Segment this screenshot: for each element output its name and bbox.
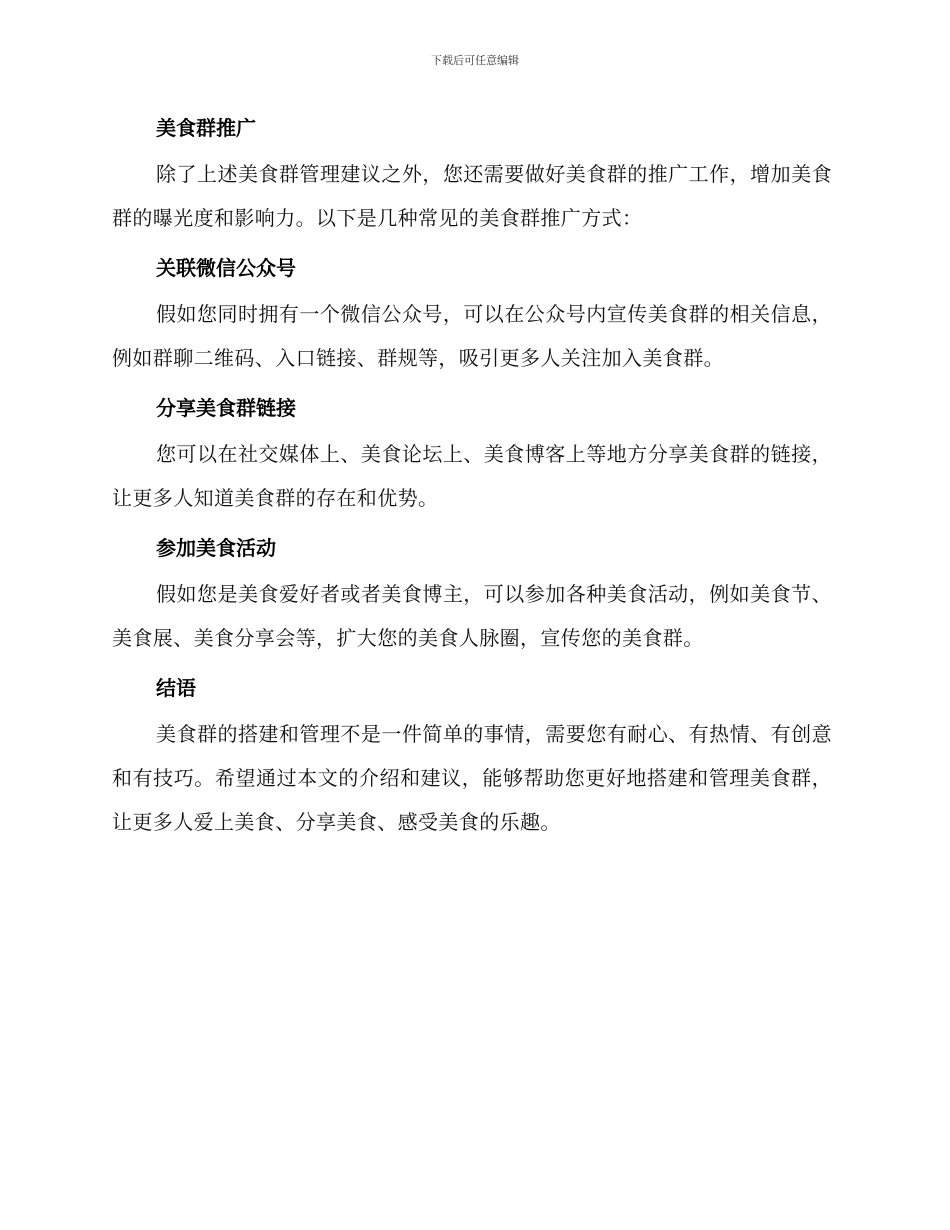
section-paragraph: 美食群的搭建和管理不是一件简单的事情，需要您有耐心、有热情、有创意和有技巧。希望通过本文的介绍和建议，能够帮助您更好地搭建和管理美食群，让更多人爱上美食、分享美食、感受美食的乐趣。 [112, 722, 832, 834]
document-body [112, 108, 832, 852]
section-paragraph: 您可以在社交媒体上、美食论坛上、美食博客上等地方分享美食群的链接，让更多人知道美食群的存在和优势。 [112, 442, 832, 510]
page-header: 下载后可任意编辑 [431, 54, 519, 67]
section-heading: 分享美食群链接 [156, 396, 296, 420]
section-paragraph: 除了上述美食群管理建议之外，您还需要做好美食群的推广工作，增加美食群的曝光度和影响力。以下是几种常见的美食群推广方式： [112, 162, 832, 230]
section-heading: 结语 [156, 676, 196, 700]
section-food-events [112, 528, 832, 660]
section-paragraph: 假如您同时拥有一个微信公众号，可以在公众号内宣传美食群的相关信息，例如群聊二维码、入口链接、群规等，吸引更多人关注加入美食群。 [112, 302, 832, 370]
section-conclusion [112, 668, 832, 844]
section-heading: 参加美食活动 [156, 536, 276, 560]
section-wechat-account [112, 248, 832, 380]
section-paragraph: 假如您是美食爱好者或者美食博主，可以参加各种美食活动，例如美食节、美食展、美食分享会等，扩大您的美食人脉圈，宣传您的美食群。 [112, 582, 832, 650]
section-heading: 美食群推广 [156, 116, 256, 140]
section-heading: 关联微信公众号 [156, 256, 296, 280]
section-promotion [112, 108, 832, 240]
section-share-link [112, 388, 832, 520]
